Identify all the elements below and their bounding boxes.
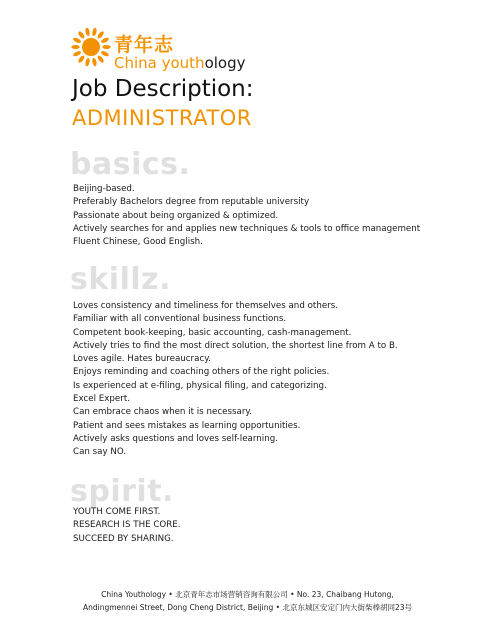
sun-ray [72, 37, 81, 44]
skillz-list [73, 300, 398, 460]
sun-ray [96, 30, 104, 39]
list-item: Passionate about being organized & optimized. [73, 210, 279, 221]
logo-english-suffix: ology [204, 54, 246, 72]
sun-ray [102, 45, 110, 49]
list-item: Can embrace chaos when it is necessary. [73, 407, 253, 418]
list-item: Familiar with all conventional business functions. [73, 314, 287, 325]
sun-ray [92, 27, 98, 36]
logo-chinese-name: 青年志 [114, 34, 175, 56]
footer-line-2: Andingmennei Street, Dong Cheng District, Beijing • 北京东城区安定门内大街柴棒胡同23号 [82, 603, 413, 612]
list-item: Patient and sees mistakes as learning opportunities. [73, 420, 301, 431]
sun-ray [96, 55, 104, 64]
spirit-heading: spirit. [70, 474, 174, 509]
footer-line-1: China Youthology • 北京青年志市场营销咨询有限公司 • No. 23, Chaibang Hutong, [101, 590, 394, 599]
sun-ray [100, 37, 109, 44]
sun-icon [70, 26, 112, 68]
footer [0, 588, 495, 614]
list-item: YOUTH COME FIRST. [73, 507, 161, 517]
company-logo [70, 26, 270, 74]
sun-ray [85, 27, 91, 36]
list-item: Preferably Bachelors degree from reputable university [73, 197, 310, 208]
sun-ray [71, 45, 79, 49]
list-item: Loves agile. Hates bureaucracy. [73, 354, 211, 365]
logo-english-prefix: China youth [114, 54, 205, 72]
list-item: RESEARCH IS THE CORE. [73, 520, 181, 531]
logo-english-name [114, 54, 246, 72]
sun-ray [100, 50, 109, 57]
list-item: Actively tries to find the most direct solution, the shortest line from A to B. [73, 340, 398, 351]
basics-heading: basics. [70, 147, 191, 182]
sun-ray [77, 55, 85, 64]
job-description-title: Job Description: [72, 76, 254, 102]
list-item: Actively asks questions and loves self-learning. [73, 433, 278, 444]
sun-ray [92, 58, 98, 67]
list-item: Can say NO. [73, 447, 127, 458]
basics-list [73, 183, 420, 249]
sun-ray [72, 50, 81, 57]
sun-ray [85, 58, 91, 67]
list-item: Loves consistency and timeliness for themselves and others. [73, 301, 339, 311]
list-item: Beijing-based. [73, 184, 135, 194]
list-item: Competent book-keeping, basic accounting, cash-management. [73, 327, 352, 338]
skillz-heading: skillz. [70, 262, 172, 297]
list-item: Is experienced at e-filing, physical filing, and categorizing. [73, 380, 327, 391]
spirit-list [73, 506, 181, 546]
sun-ray [77, 30, 85, 39]
list-item: Enjoys reminding and coaching others of the right policies. [73, 367, 330, 378]
list-item: Actively searches for and applies new techniques & tools to office management [73, 223, 421, 234]
list-item: Excel Expert. [73, 394, 131, 405]
job-role-title: ADMINISTRATOR [72, 106, 252, 130]
list-item: SUCCEED BY SHARING. [73, 533, 174, 544]
list-item: Fluent Chinese, Good English. [73, 237, 203, 248]
